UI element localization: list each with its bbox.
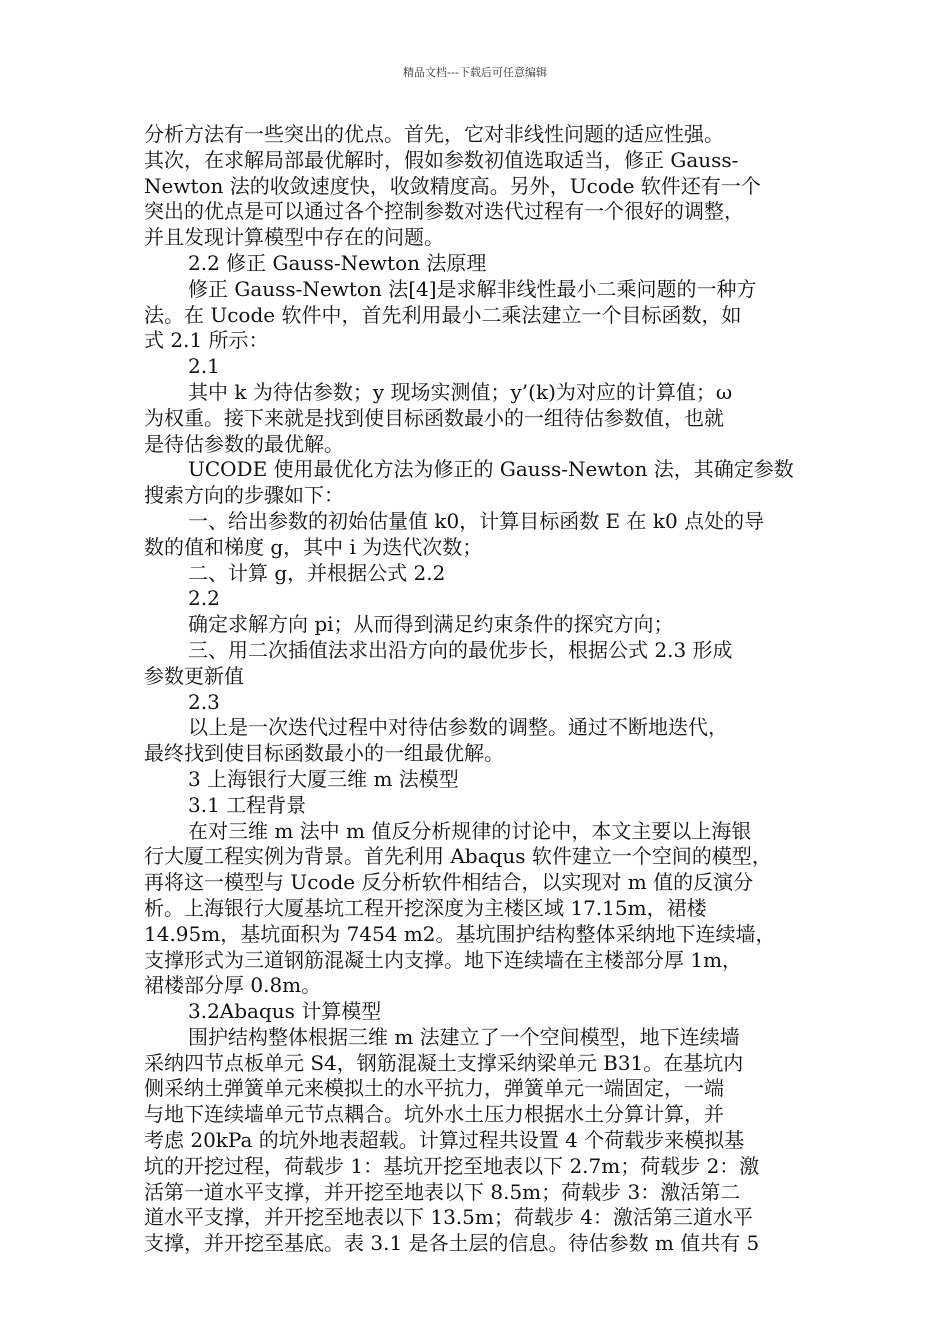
text-line: 分析方法有一些突出的优点。首先，它对非线性问题的适应性强。 — [144, 122, 724, 146]
text-line: 在对三维 m 法中 m 值反分析规律的讨论中，本文主要以上海银 — [188, 818, 752, 843]
text-line: 围护结构整体根据三维 m 法建立了一个空间模型，地下连续墙 — [188, 1024, 740, 1049]
text-line: 坑的开挖过程，荷载步 1：基坑开挖至地表以下 2.7m；荷载步 2：激 — [144, 1153, 760, 1178]
text-line: 是待估参数的最优解。 — [144, 431, 344, 456]
text-line: 3 上海银行大厦三维 m 法模型 — [188, 766, 459, 791]
text-line: 2.1 — [188, 354, 220, 379]
text-line: 法。在 Ucode 软件中，首先利用最小二乘法建立一个目标函数，如 — [144, 302, 742, 327]
document-body — [144, 122, 812, 1257]
page-header: 精品文档---下载后可任意编辑 — [403, 66, 547, 79]
text-line: 突出的优点是可以通过各个控制参数对迭代过程有一个很好的调整， — [144, 199, 744, 224]
text-line: 支撑，并开挖至基底。表 3.1 是各土层的信息。待估参数 m 值共有 5 — [144, 1231, 760, 1256]
text-line: 最终找到使目标函数最小的一组最优解。 — [144, 741, 504, 766]
text-line: 修正 Gauss-Newton 法[4]是求解非线性最小二乘问题的一种方 — [188, 276, 757, 301]
text-line: 并且发现计算模型中存在的问题。 — [144, 225, 444, 250]
text-line: 裙楼部分厚 0.8m。 — [144, 973, 322, 998]
text-line: 与地下连续墙单元节点耦合。坑外水土压力根据水土分算计算，并 — [144, 1102, 724, 1127]
text-line: 3.2Abaqus 计算模型 — [188, 999, 382, 1024]
text-line: 考虑 20kPa 的坑外地表超载。计算过程共设置 4 个荷载步来模拟基 — [144, 1128, 745, 1153]
text-line: Newton 法的收敛速度快，收敛精度高。另外，Ucode 软件还有一个 — [144, 173, 761, 198]
text-line: 行大厦工程实例为背景。首先利用 Abaqus 软件建立一个空间的模型， — [144, 844, 772, 869]
text-line: 其次，在求解局部最优解时，假如参数初值选取适当，修正 Gauss- — [144, 147, 739, 172]
text-line: 2.3 — [188, 689, 220, 714]
text-line: 14.95m，基坑面积为 7454 m2。基坑围护结构整体采纳地下连续墙， — [144, 921, 776, 946]
text-line: 析。上海银行大厦基坑工程开挖深度为主楼区域 17.15m，裙楼 — [144, 895, 707, 920]
text-line: 式 2.1 所示： — [144, 328, 269, 353]
text-line: 为权重。接下来就是找到使目标函数最小的一组待估参数值，也就 — [144, 405, 724, 430]
text-line: 搜索方向的步骤如下： — [144, 483, 344, 508]
text-line: 活第一道水平支撑，并开挖至地表以下 8.5m；荷载步 3：激活第二 — [144, 1179, 741, 1204]
text-line: 采纳四节点板单元 S4，钢筋混凝土支撑采纳梁单元 B31。在基坑内 — [144, 1050, 744, 1075]
text-line: 3.1 工程背景 — [188, 792, 307, 817]
text-line: UCODE 使用最优化方法为修正的 Gauss-Newton 法，其确定参数 — [188, 457, 794, 482]
text-line: 以上是一次迭代过程中对待估参数的调整。通过不断地迭代， — [188, 715, 728, 740]
text-line: 2.2 — [188, 586, 220, 611]
text-line: 侧采纳土弹簧单元来模拟土的水平抗力，弹簧单元一端固定，一端 — [144, 1076, 724, 1101]
text-line: 确定求解方向 pi；从而得到满足约束条件的探究方向； — [188, 612, 674, 637]
text-line: 一、给出参数的初始估量值 k0，计算目标函数 E 在 k0 点处的导 — [188, 508, 765, 533]
text-line: 数的值和梯度 g，其中 i 为迭代次数； — [144, 534, 483, 559]
text-line: 再将这一模型与 Ucode 反分析软件相结合，以实现对 m 值的反演分 — [144, 870, 754, 895]
text-line: 道水平支撑，并开挖至地表以下 13.5m；荷载步 4：激活第三道水平 — [144, 1205, 753, 1230]
text-line: 2.2 修正 Gauss-Newton 法原理 — [188, 250, 487, 275]
text-line: 其中 k 为待估参数；y 现场实测值；y’(k)为对应的计算值；ω — [188, 379, 733, 404]
text-line: 三、用二次插值法求出沿方向的最优步长，根据公式 2.3 形成 — [188, 637, 733, 662]
text-line: 参数更新值 — [144, 663, 244, 688]
text-line: 二、计算 g，并根据公式 2.2 — [188, 560, 446, 585]
text-line: 支撑形式为三道钢筋混凝土内支撑。地下连续墙在主楼部分厚 1m， — [144, 947, 743, 972]
